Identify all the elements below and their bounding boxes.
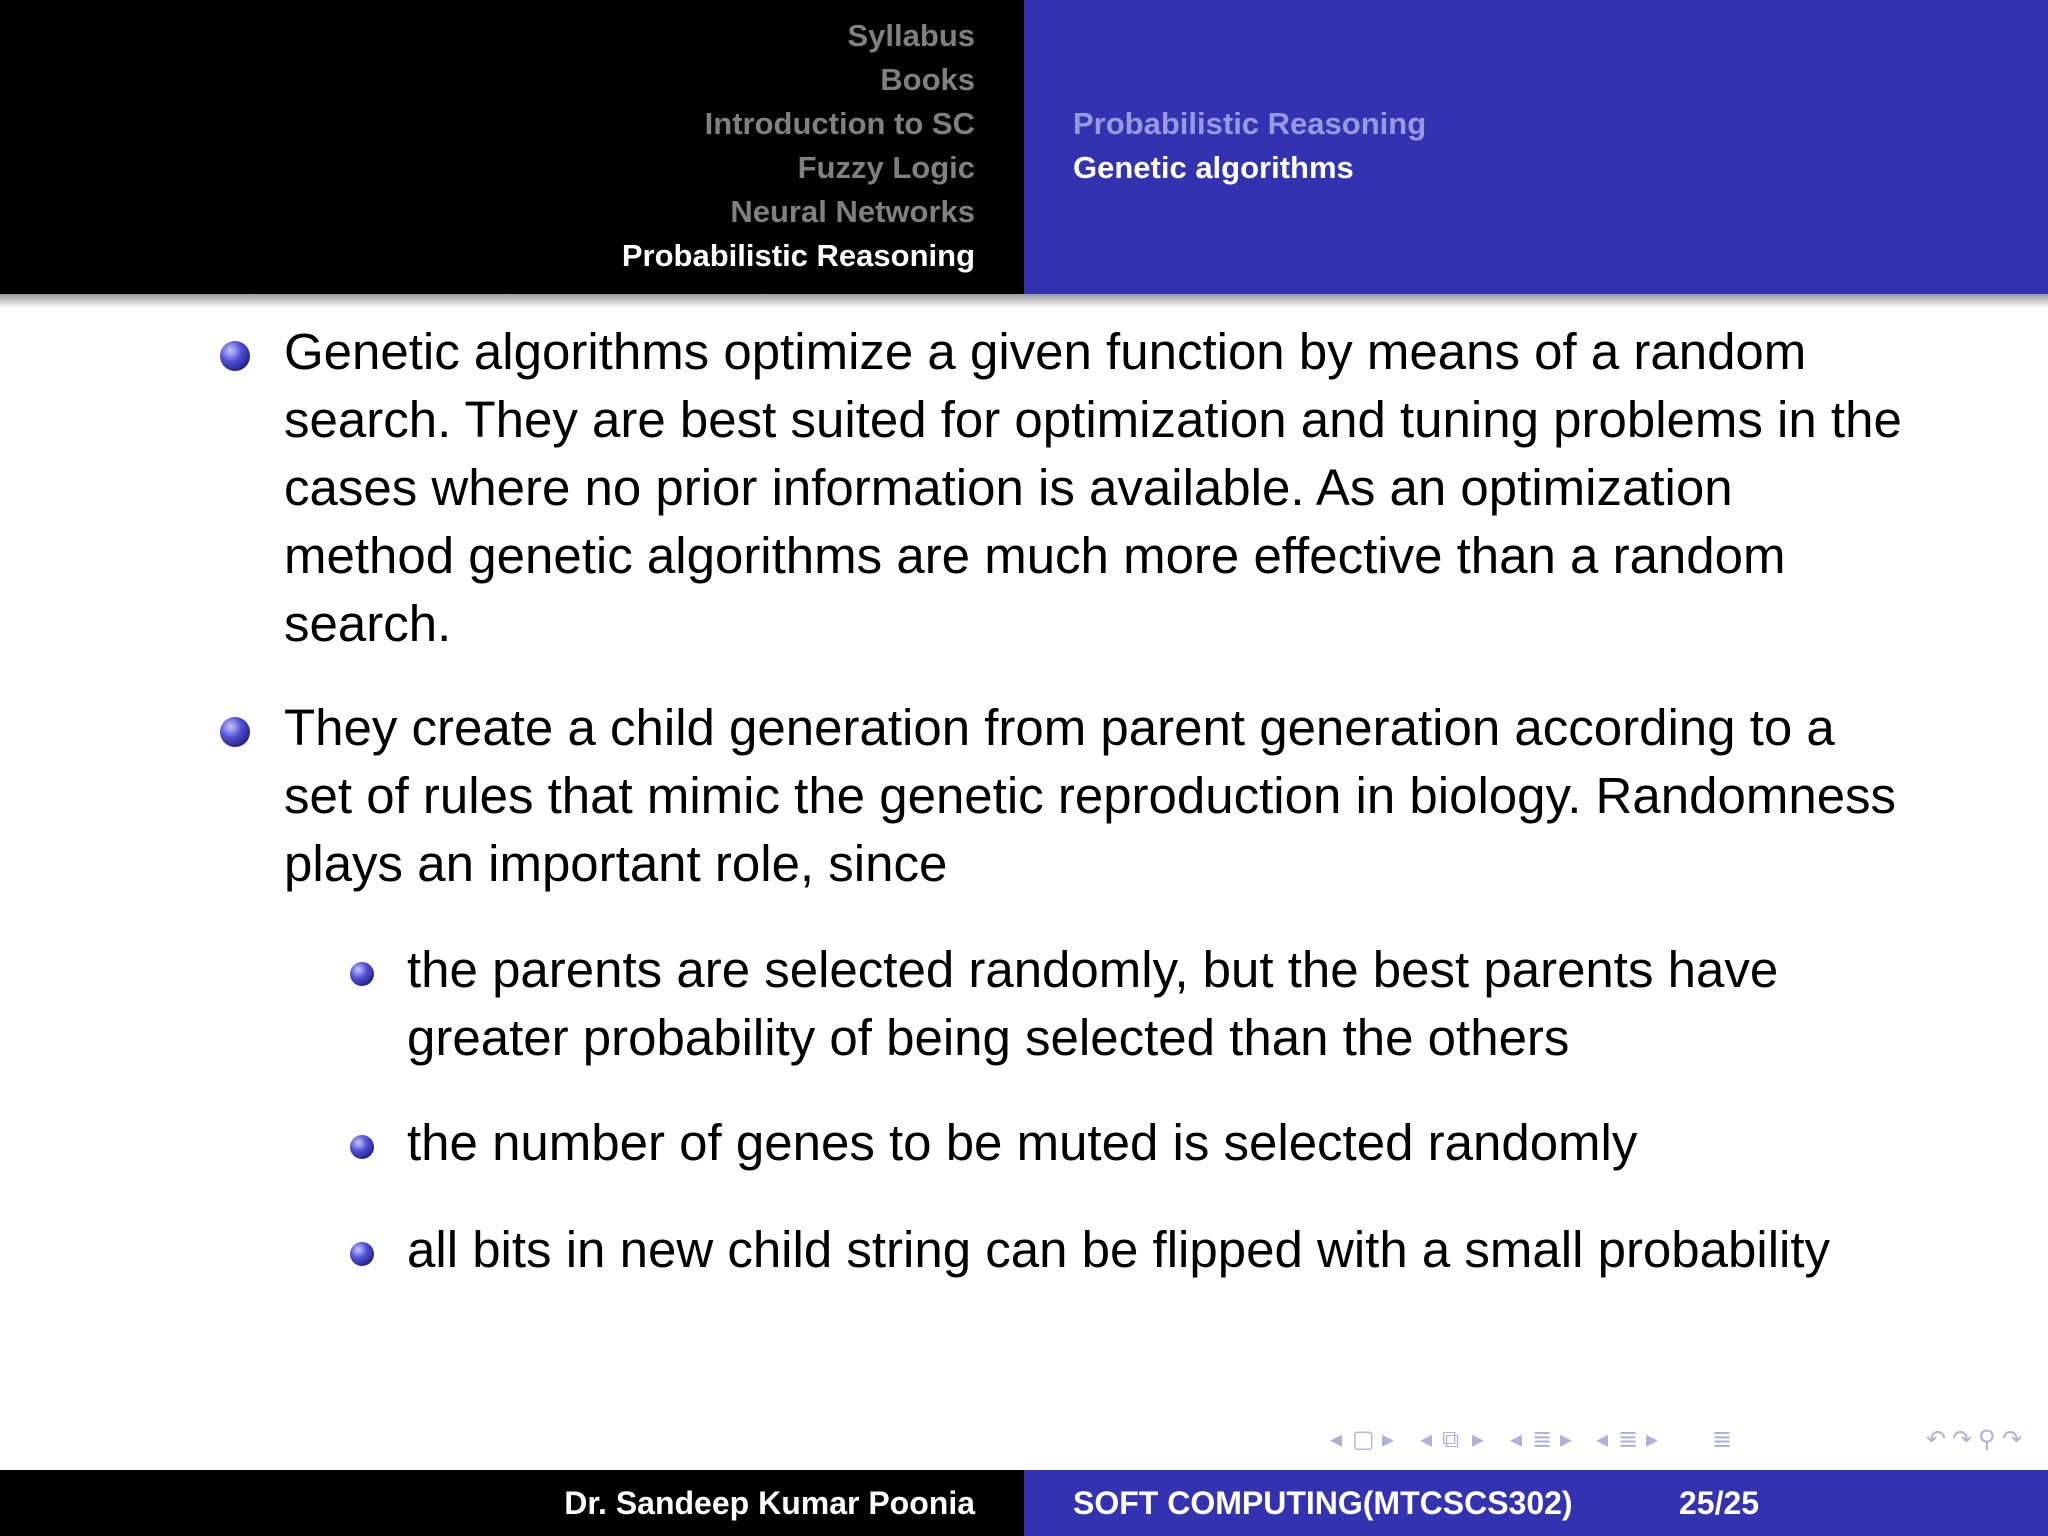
section-list bbox=[622, 14, 975, 278]
frame-back-icon[interactable]: ◂ bbox=[1330, 1426, 1343, 1453]
footer-course-title: SOFT COMPUTING(MTCSCS302) bbox=[1073, 1485, 1573, 1521]
section-neural-networks[interactable]: Neural Networks bbox=[730, 194, 975, 229]
bullet-ball-icon bbox=[220, 341, 250, 371]
section-back-icon[interactable]: ◂ bbox=[1510, 1426, 1523, 1453]
header-subsections-panel bbox=[1024, 0, 2048, 294]
bullet-text: Genetic algorithms optimize a given function by means of a random search. They are best suited for optimization and tuning problems in the cases where no prior information is available. As an optimization method genetic algorithms are much more effective than a random search. bbox=[284, 323, 1902, 652]
subsection-back-icon[interactable]: ◂ bbox=[1420, 1426, 1433, 1453]
footer-course-panel bbox=[1024, 1470, 2048, 1536]
frame-forward-icon[interactable]: ▸ bbox=[1382, 1426, 1395, 1453]
sub-bullet-ball-icon bbox=[350, 962, 374, 986]
subsection-icon[interactable]: ⧉ bbox=[1442, 1426, 1460, 1453]
slide-footer bbox=[0, 1470, 2048, 1536]
frame-icon[interactable]: ▢ bbox=[1352, 1426, 1375, 1453]
sub-bullet-text: all bits in new child string can be flipped with a small probability bbox=[407, 1221, 1831, 1278]
sub-bullet-text: the number of genes to be muted is selected randomly bbox=[407, 1114, 1638, 1171]
subsection-probabilistic-reasoning[interactable]: Probabilistic Reasoning bbox=[1073, 106, 1427, 141]
slide-header bbox=[0, 0, 2048, 294]
subsection-genetic-algorithms[interactable]: Genetic algorithms bbox=[1073, 150, 1354, 185]
footer-page-number: 25/25 bbox=[1679, 1485, 1760, 1521]
bullet-ball-icon bbox=[220, 717, 250, 747]
subsection-list bbox=[1073, 102, 1426, 190]
sub-bullet-ball-icon bbox=[350, 1135, 374, 1159]
search-icon[interactable]: ⚲ bbox=[1978, 1426, 1996, 1453]
appendix-icon[interactable]: ≣ bbox=[1712, 1426, 1733, 1453]
beamer-navigation bbox=[1330, 1420, 2030, 1460]
section-icon[interactable]: ≣ bbox=[1532, 1426, 1553, 1453]
search-forward-icon[interactable]: ↷ bbox=[2002, 1426, 2023, 1453]
bullet-text: They create a child generation from parent generation according to a set of rules that mimic the genetic reproduction in biology. Randomness plays an important role, since bbox=[284, 699, 1897, 892]
section-probabilistic-reasoning[interactable]: Probabilistic Reasoning bbox=[621, 238, 975, 273]
header-shadow bbox=[0, 294, 2048, 308]
footer-author: Dr. Sandeep Kumar Poonia bbox=[564, 1485, 975, 1521]
section-introduction-to-sc[interactable]: Introduction to SC bbox=[704, 106, 975, 141]
sub-bullet-ball-icon bbox=[350, 1242, 374, 1266]
section-fuzzy-logic[interactable]: Fuzzy Logic bbox=[797, 150, 975, 185]
presentation-forward-icon[interactable]: ▸ bbox=[1646, 1426, 1659, 1453]
presentation-back-icon[interactable]: ◂ bbox=[1596, 1426, 1609, 1453]
section-books[interactable]: Books bbox=[880, 62, 975, 97]
redo-icon[interactable]: ↷ bbox=[1952, 1426, 1973, 1453]
undo-icon[interactable]: ↶ bbox=[1926, 1426, 1947, 1453]
footer-author-panel bbox=[0, 1470, 1024, 1536]
sub-bullet-text: the parents are selected randomly, but the best parents have greater probability of being selected than the others bbox=[407, 941, 1779, 1066]
header-sections-panel bbox=[0, 0, 1024, 294]
section-forward-icon[interactable]: ▸ bbox=[1560, 1426, 1573, 1453]
subsection-forward-icon[interactable]: ▸ bbox=[1472, 1426, 1485, 1453]
presentation-icon[interactable]: ≣ bbox=[1618, 1426, 1639, 1453]
section-syllabus[interactable]: Syllabus bbox=[847, 18, 975, 53]
